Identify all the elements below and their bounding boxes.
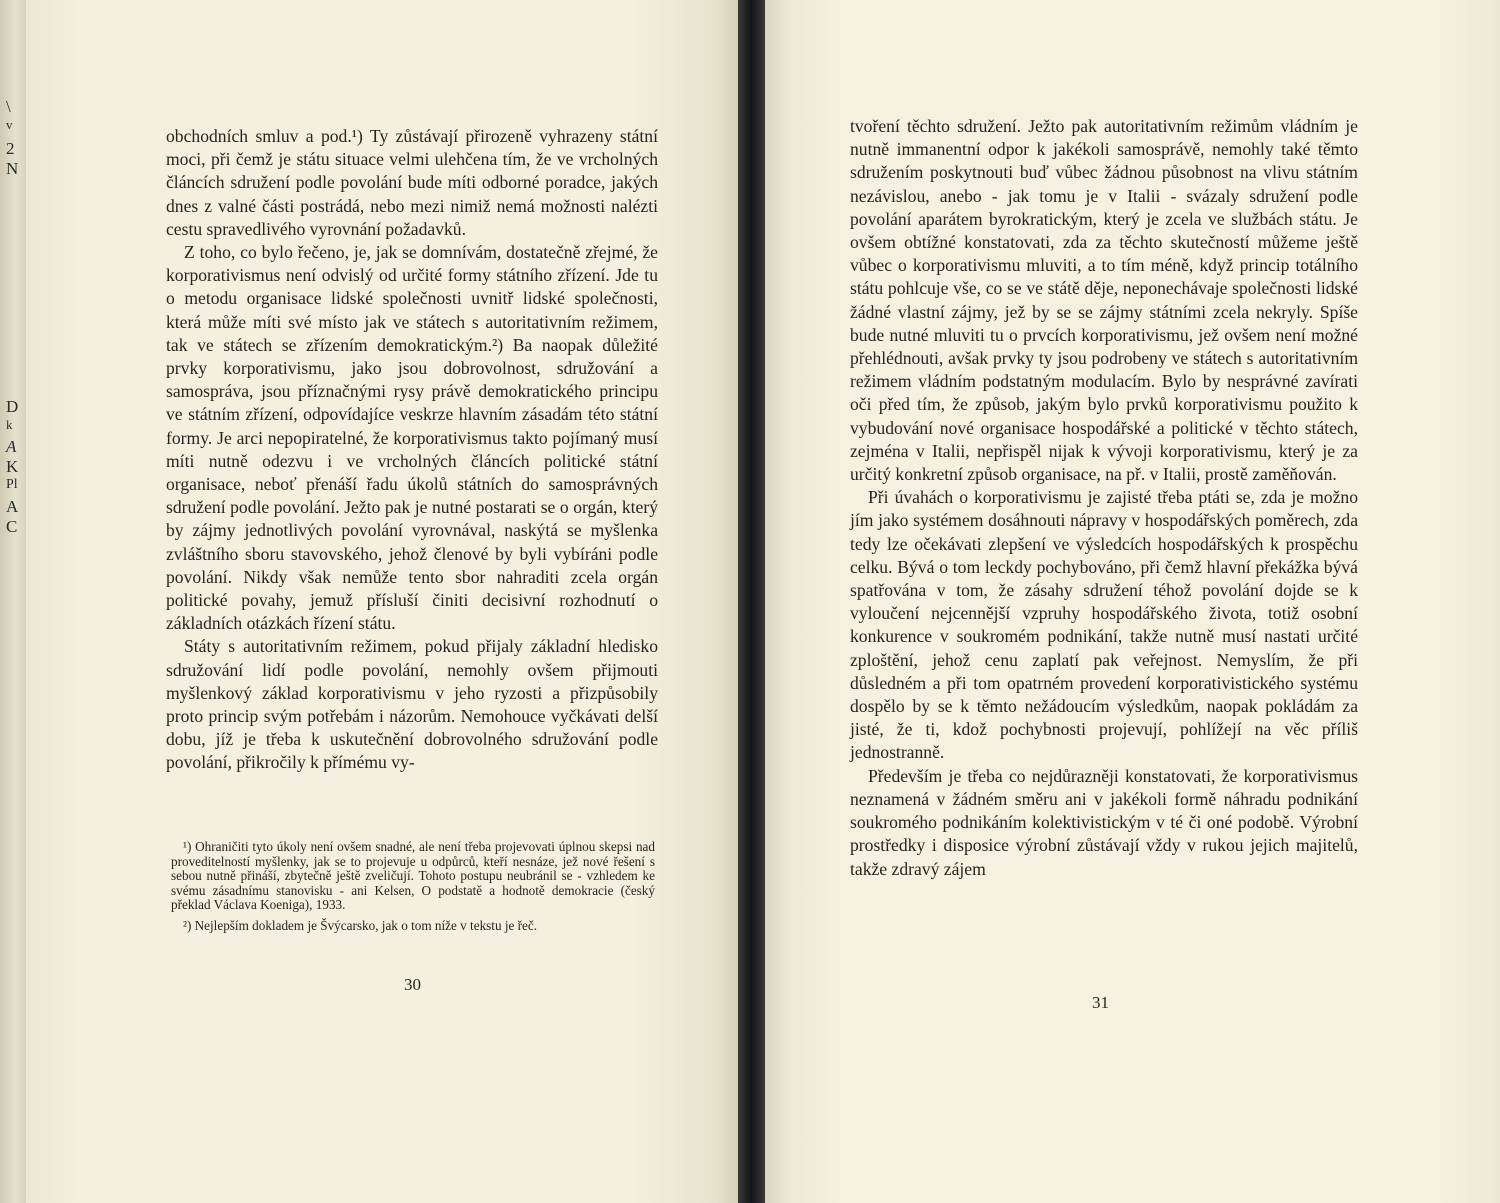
edge-glyph: A xyxy=(6,497,19,516)
edge-glyph: \ xyxy=(6,97,11,116)
edge-glyph: v xyxy=(6,117,13,132)
right-page-body xyxy=(850,115,1358,881)
right-page xyxy=(765,0,1500,1203)
paragraph: Z toho, co bylo řečeno, je, jak se domnívám, dostatečně zřejmé, že korporativismus není odvislý od určité formy státního zřízení. Jde tu o metodu organisace lidské společnosti uvnitř lidské společnosti, která může míti své místo jak ve státech s autoritativním režimem, tak ve státech se zřízením demokratickým.²) Ba naopak důležité prvky korporativismu, jako jsou dobrovolnost, sdružování a samospráva, jsou příznačnými rysy právě demokratického principu ve státním zřízení, odpovídajíce veskrze hlavním zásadám této státní formy. Je arci nepopiratelné, že korporativismus takto pojímaný musí míti nutně odezvu i ve vrcholných článcích politické státní organisace, neboť přenáší řadu úkolů státních do samosprávných sdružení podle povolání. Ježto pak je nutné postarati se o orgán, který by zájmy jednotlivých povolání vyrovnával, naskýtá se myšlenka zvláštního sboru stavovského, jehož členové by byli vybíráni podle povolání. Nikdy však nemůže tento sbor nahraditi zcela orgán politické povahy, jemuž přísluší činiti decisivní rozhodnutí o základních otázkách řízení státu. xyxy=(166,242,658,634)
left-page xyxy=(26,0,738,1203)
edge-glyph: Pl xyxy=(6,477,18,492)
edge-glyph: D xyxy=(6,397,19,416)
paragraph: Státy s autoritativním režimem, pokud přijaly základní hledisko sdružování lidí podle povolání, nemohly ovšem přijmouti myšlenkový základ korporativismu v jeho ryzosti a přizpůsobily proto princip svým potřebám i názorům. Nemohouce vyčkávati delší dobu, jíž je třeba k uskutečnění dobrovolného sdružování podle povolání, přikročily k přímému vy- xyxy=(166,636,658,773)
adjacent-page-edge xyxy=(0,0,27,1203)
footnote: ¹) Ohraničiti tyto úkoly není ovšem snadné, ale není třeba projevovati úplnou skepsi nad proveditelností myšlenky, jak se to projevuje u odpůrců, kteří nesnáze, jež nové řešení s sebou nutně přináší, zbytečně ještě zveličují. Tohoto postupu neubránil se - vzhledem ke svému zásadnímu stanovisku - ani Kelsen, O podstatě a hodnotě demokracie (český překlad Václava Koeniga), 1933. xyxy=(171,839,655,913)
book-gutter xyxy=(738,0,765,1203)
edge-glyph: A xyxy=(6,437,17,456)
edge-glyph: k xyxy=(6,417,13,432)
edge-glyph: C xyxy=(6,517,18,536)
footnote: ²) Nejlepším dokladem je Švýcarsko, jak o tom níže v tekstu je řeč. xyxy=(183,917,538,933)
paragraph: Především je třeba co nejdůrazněji konstatovati, že korporativismus neznamená v žádném směru ani v jakékoli formě náhradu podnikání soukromého podnikáním kolektivistickým v té či oné podobě. Výrobní prostředky i disposice výrobní zůstávají vždy v rukou jejich majitelů, takže zdravý zájem xyxy=(850,765,1358,879)
footnotes xyxy=(171,840,655,940)
paragraph: Při úvahách o korporativismu je zajisté třeba ptáti se, zda je možno jím jako systémem dosáhnouti nápravy v hospodářských poměrech, zda tedy lze očekávati zlepšení ve výsledcích hospodářských k prospěchu celku. Bývá o tom leckdy pochybováno, při čemž hlavní překážka bývá spatřována v tom, že zásahy sdružení téhož povolání dojde se k vyloučení nejcennější vzpruhy hospodářského života, totiž osobní konkurence v soukromém podnikání, takže nutně musí nastati určité zploštění, jehož cenu zaplatí pak veřejnost. Nemyslím, že při důsledném a při tom opatrném provedení korporativistického systému dospělo by se k těmto nežádoucím výsledkům, naopak pokládám za jisté, že ti, kdož pochybnosti projevují, pohlížejí na věc příliš jednostranně. xyxy=(850,487,1358,763)
page-number: 31 xyxy=(1092,993,1109,1012)
edge-glyph: 2 xyxy=(6,139,15,158)
paragraph: tvoření těchto sdružení. Ježto pak autoritativním režimům vládním je nutně immanentní odpor k jakékoli samosprávě, nemohly také těmto sdružením poskytnouti buď vůbec žádnou působnost na vlivu státním nezávislou, anebo - jak tomu je v Italii - svázaly sdružení podle povolání aparátem byrokratickým, který je zcela ve službách státu. Je ovšem obtížné konstatovati, zda za těchto skutečností můžeme ještě vůbec o korporativismu mluviti, a to tím méně, když princip totálního státu pohlcuje vše, co se ve státě děje, neponechávaje společnosti lidské žádné vlastní zájmy, jež by se se zájmy státními zcela nekryly. Spíše bude nutné mluviti tu o prvcích korporativismu, jež ovšem není možné přehlédnouti, avšak prvky ty jsou podrobeny ve státech s autoritativním režimem vládním podstatným modulacím. Bylo by nesprávné zavírati oči před tím, že způsob, jakým bylo prvků korporativismu použito k vybudování nové organisace hospodářské a politické v těchto státech, zejména v Italii, nepřispěl nijak k vývoji korporativismu, který je za určitý konkretní způsob organisace, na př. v Italii, prostě zaměňován. xyxy=(850,116,1358,485)
page-number: 30 xyxy=(404,975,421,994)
edge-glyph: K xyxy=(6,457,19,476)
left-page-body xyxy=(166,125,658,775)
edge-glyph: N xyxy=(6,159,19,178)
paragraph: obchodních smluv a pod.¹) Ty zůstávají přirozeně vyhrazeny státní moci, při čemž je státu situace velmi ulehčena tím, že ve vrcholných článcích sdružení podle povolání bude míti odborné poradce, jakých dnes z valné části postrádá, nebo mezi nimiž nemá možnosti nalézti cestu spravedlivého vyrovnání požadavků. xyxy=(166,126,658,239)
